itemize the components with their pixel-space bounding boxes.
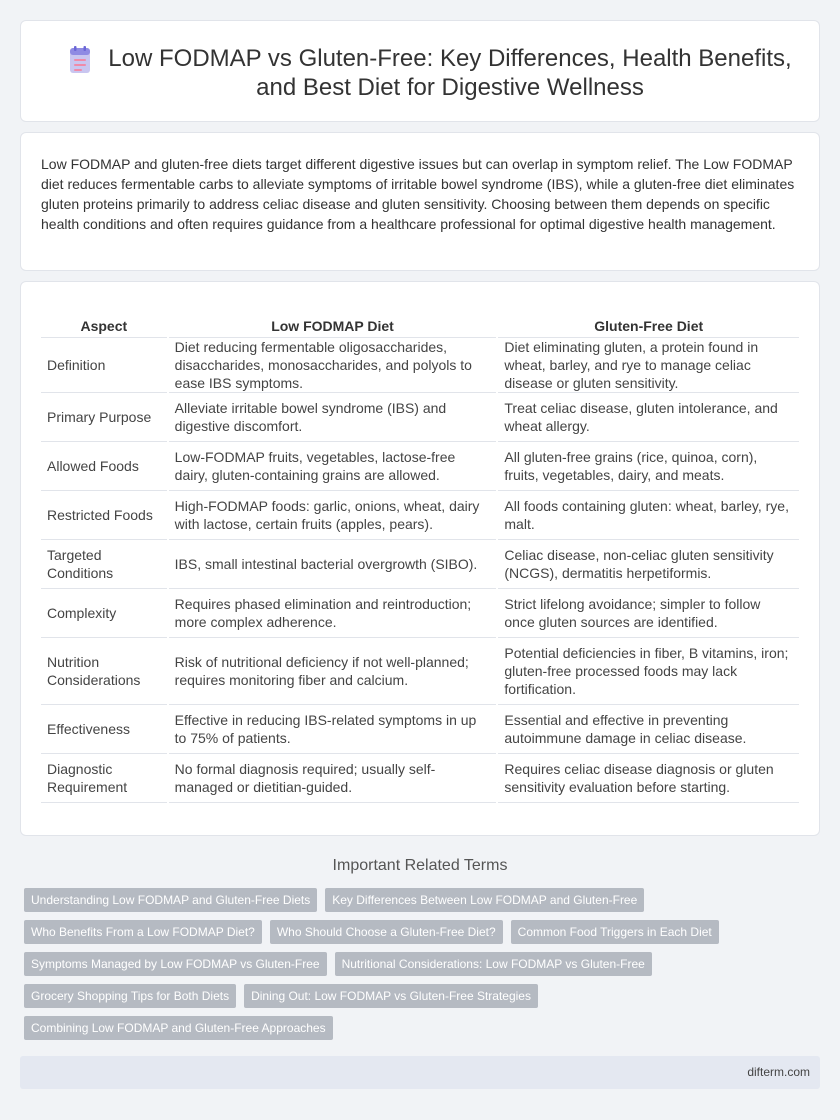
document-icon: [67, 45, 93, 75]
aspect-cell: Allowed Foods: [41, 441, 168, 490]
header-low-fodmap: Low FODMAP Diet: [168, 312, 498, 337]
related-term-link[interactable]: Who Benefits From a Low FODMAP Diet?: [24, 920, 262, 944]
tag-row: [20, 952, 820, 976]
related-term-link[interactable]: Combining Low FODMAP and Gluten-Free Approaches: [24, 1016, 333, 1040]
tag-row: [20, 888, 820, 912]
intro-card: [20, 132, 820, 271]
related-term-link[interactable]: Understanding Low FODMAP and Gluten-Free Diets: [24, 888, 317, 912]
aspect-cell: Targeted Conditions: [41, 539, 168, 588]
gluten-cell: Strict lifelong avoidance; simpler to follow once gluten sources are identified.: [497, 588, 799, 637]
table-row: [41, 490, 799, 539]
gluten-cell: Potential deficiencies in fiber, B vitamins, iron; gluten-free processed foods may lack fortification.: [497, 637, 799, 704]
fodmap-cell: Diet reducing fermentable oligosaccharides, disaccharides, monosaccharides, and polyols to ease IBS symptoms.: [168, 337, 498, 392]
related-terms-title: Important Related Terms: [332, 857, 508, 874]
aspect-cell: Diagnostic Requirement: [41, 753, 168, 802]
related-terms-list: [20, 888, 820, 1048]
comparison-card: [20, 281, 820, 836]
aspect-cell: Restricted Foods: [41, 490, 168, 539]
aspect-cell: Definition: [41, 337, 168, 392]
aspect-cell: Complexity: [41, 588, 168, 637]
gluten-cell: Requires celiac disease diagnosis or gluten sensitivity evaluation before starting.: [497, 753, 799, 802]
gluten-cell: All foods containing gluten: wheat, barley, rye, malt.: [497, 490, 799, 539]
intro-paragraph: Low FODMAP and gluten-free diets target different digestive issues but can overlap in symptom relief. The Low FODMAP diet reduces fermentable carbs to alleviate symptoms of irritable bowel syndrome (IBS), while a gluten-free diet eliminates gluten proteins primarily to address celiac disease and gluten sensitivity. Choosing between them depends on specific health conditions and often requires guidance from a healthcare professional for optimal digestive health management.: [41, 156, 795, 232]
table-header-row: [41, 312, 799, 337]
header-card: [20, 20, 820, 122]
gluten-cell: Diet eliminating gluten, a protein found in wheat, barley, and rye to manage celiac disease or gluten sensitivity.: [497, 337, 799, 392]
fodmap-cell: Effective in reducing IBS-related symptoms in up to 75% of patients.: [168, 704, 498, 753]
table-row: [41, 704, 799, 753]
tag-row: [20, 1016, 820, 1040]
fodmap-cell: High-FODMAP foods: garlic, onions, wheat, dairy with lactose, certain fruits (apples, pears).: [168, 490, 498, 539]
related-term-link[interactable]: Dining Out: Low FODMAP vs Gluten-Free Strategies: [244, 984, 538, 1008]
fodmap-cell: IBS, small intestinal bacterial overgrowth (SIBO).: [168, 539, 498, 588]
comparison-table: [41, 312, 799, 803]
table-row: [41, 753, 799, 802]
aspect-cell: Primary Purpose: [41, 392, 168, 441]
page-title: Low FODMAP vs Gluten-Free: Key Differences, Health Benefits, and Best Diet for Digestive Wellness: [108, 45, 792, 101]
table-row: [41, 539, 799, 588]
fodmap-cell: Alleviate irritable bowel syndrome (IBS) and digestive discomfort.: [168, 392, 498, 441]
gluten-cell: All gluten-free grains (rice, quinoa, corn), fruits, vegetables, dairy, and meats.: [497, 441, 799, 490]
related-term-link[interactable]: Grocery Shopping Tips for Both Diets: [24, 984, 236, 1008]
related-term-link[interactable]: Symptoms Managed by Low FODMAP vs Gluten-Free: [24, 952, 327, 976]
related-term-link[interactable]: Nutritional Considerations: Low FODMAP vs Gluten-Free: [335, 952, 652, 976]
related-term-link[interactable]: Key Differences Between Low FODMAP and Gluten-Free: [325, 888, 644, 912]
aspect-cell: Nutrition Considerations: [41, 637, 168, 704]
table-row: [41, 392, 799, 441]
header-aspect: Aspect: [41, 312, 168, 337]
table-row: [41, 337, 799, 392]
aspect-cell: Effectiveness: [41, 704, 168, 753]
site-name[interactable]: difterm.com: [747, 1065, 810, 1079]
fodmap-cell: Low-FODMAP fruits, vegetables, lactose-free dairy, gluten-containing grains are allowed.: [168, 441, 498, 490]
footer: [20, 1056, 820, 1089]
gluten-cell: Celiac disease, non-celiac gluten sensitivity (NCGS), dermatitis herpetiformis.: [497, 539, 799, 588]
table-row: [41, 441, 799, 490]
related-term-link[interactable]: Who Should Choose a Gluten-Free Diet?: [270, 920, 503, 944]
table-row: [41, 637, 799, 704]
header-gluten-free: Gluten-Free Diet: [497, 312, 799, 337]
table-row: [41, 588, 799, 637]
related-term-link[interactable]: Common Food Triggers in Each Diet: [511, 920, 719, 944]
fodmap-cell: Requires phased elimination and reintroduction; more complex adherence.: [168, 588, 498, 637]
tag-row: [20, 984, 820, 1008]
gluten-cell: Essential and effective in preventing autoimmune damage in celiac disease.: [497, 704, 799, 753]
fodmap-cell: No formal diagnosis required; usually self-managed or dietitian-guided.: [168, 753, 498, 802]
fodmap-cell: Risk of nutritional deficiency if not well-planned; requires monitoring fiber and calcium.: [168, 637, 498, 704]
tag-row: [20, 920, 820, 944]
gluten-cell: Treat celiac disease, gluten intolerance, and wheat allergy.: [497, 392, 799, 441]
